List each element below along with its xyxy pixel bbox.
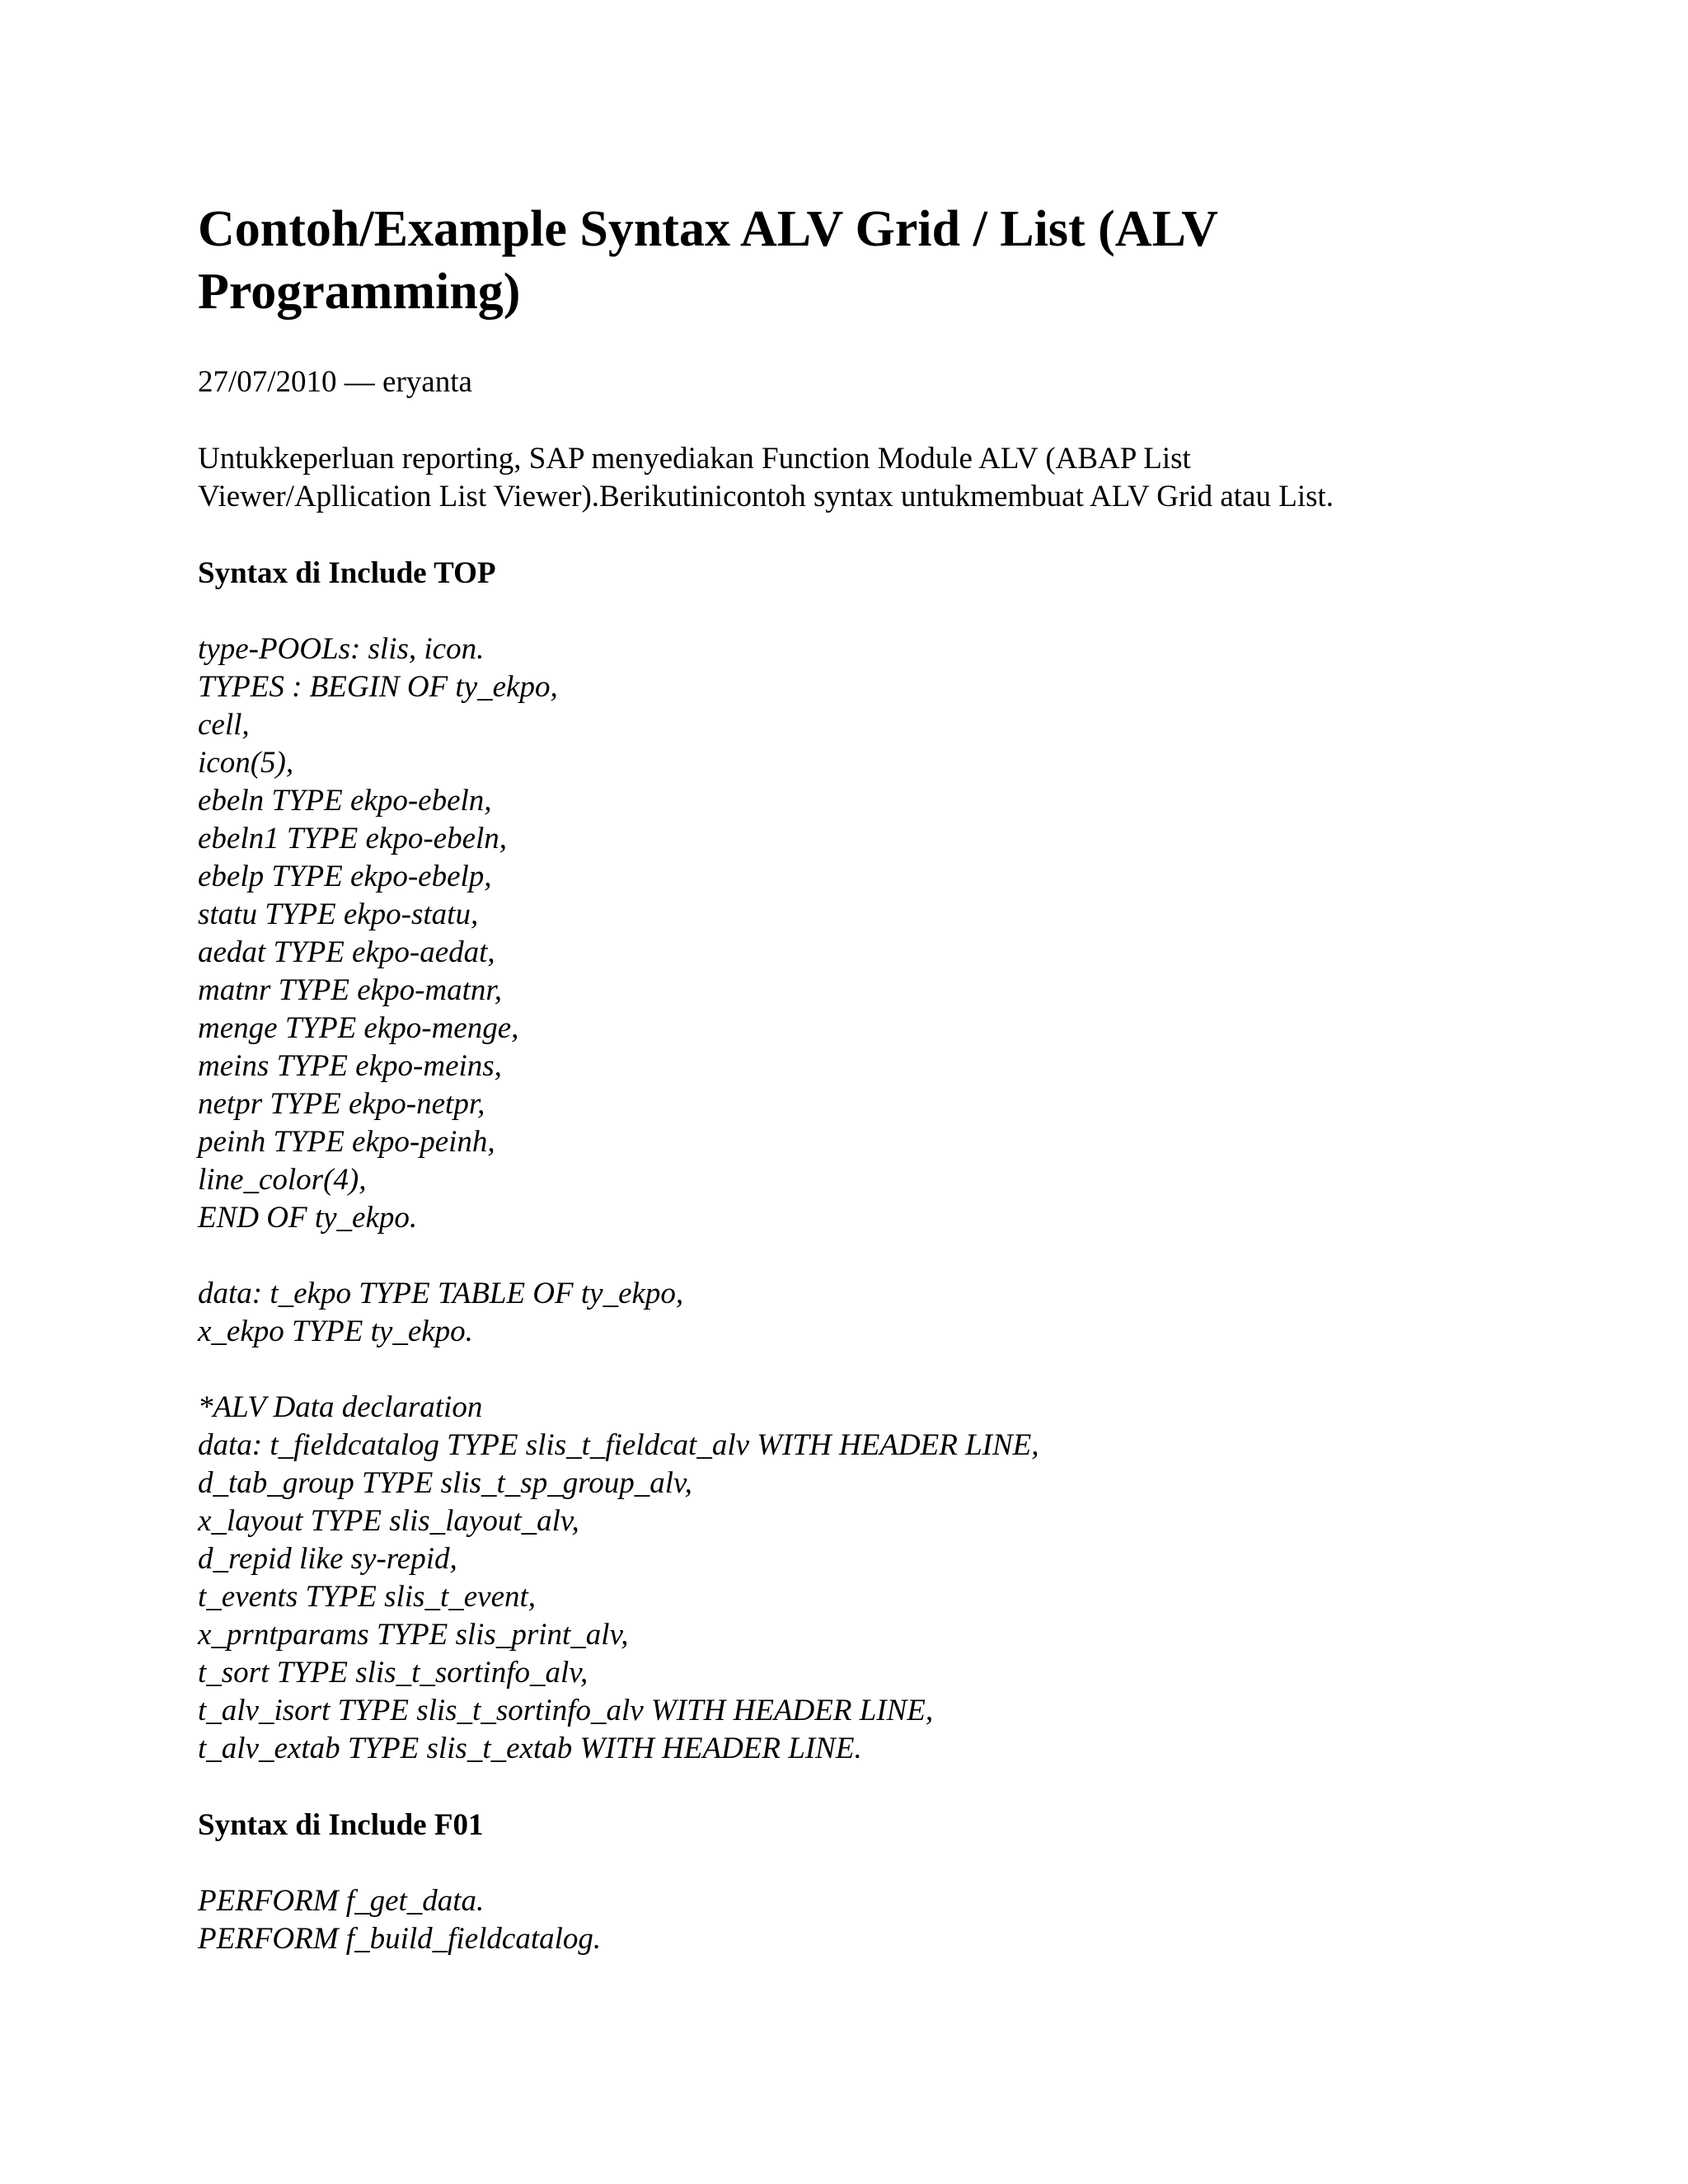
code-line: statu TYPE ekpo-statu, [198,898,479,931]
code-line: t_sort TYPE slis_t_sortinfo_alv, [198,1656,588,1690]
code-line: cell, [198,708,250,742]
code-line: type-POOLs: slis, icon. [198,632,485,666]
code-line: ebeln TYPE ekpo-ebeln, [198,784,492,818]
section-heading-top: Syntax di Include TOP [198,556,496,590]
code-line: d_tab_group TYPE slis_t_sp_group_alv, [198,1466,692,1500]
intro-line: Viewer/Apllication List Viewer).Berikutinicontoh syntax untukmembuat ALV Grid atau List. [198,480,1334,513]
code-line: meins TYPE ekpo-meins, [198,1049,502,1083]
code-line: ebeln1 TYPE ekpo-ebeln, [198,822,508,855]
code-line: x_prntparams TYPE slis_print_alv, [198,1618,629,1652]
code-line: x_ekpo TYPE ty_ekpo. [198,1315,473,1348]
code-line: TYPES : BEGIN OF ty_ekpo, [198,670,558,704]
post-meta: 27/07/2010 — eryanta [198,365,472,399]
code-line: icon(5), [198,746,294,780]
code-line: data: t_ekpo TYPE TABLE OF ty_ekpo, [198,1277,684,1310]
code-line: t_events TYPE slis_t_event, [198,1580,537,1614]
code-block-types [198,630,1484,1237]
intro-paragraph [198,440,1484,516]
code-line: menge TYPE ekpo-menge, [198,1011,519,1045]
code-line: aedat TYPE ekpo-aedat, [198,935,495,969]
page-title-line: Programming) [198,264,521,320]
code-line: PERFORM f_build_fieldcatalog. [198,1922,602,1956]
code-line: netpr TYPE ekpo-netpr, [198,1087,485,1121]
code-line: x_layout TYPE slis_layout_alv, [198,1504,579,1538]
page-title [198,198,1484,323]
code-line: peinh TYPE ekpo-peinh, [198,1125,495,1159]
code-line: t_alv_isort TYPE slis_t_sortinfo_alv WITH HEADER LINE, [198,1694,934,1727]
code-block-alv-declaration [198,1389,1484,1768]
code-line: *ALV Data declaration [198,1390,483,1424]
intro-line: Untukkeperluan reporting, SAP menyediakan Function Module ALV (ABAP List [198,442,1191,476]
code-line: data: t_fieldcatalog TYPE slis_t_fieldcat_alv WITH HEADER LINE, [198,1428,1039,1462]
code-line: matnr TYPE ekpo-matnr, [198,973,502,1007]
code-block-perform [198,1882,1484,1958]
code-line: line_color(4), [198,1163,367,1197]
page-title-line: Contoh/Example Syntax ALV Grid / List (ALV [198,201,1219,257]
document-page [198,198,1484,1958]
code-line: ebelp TYPE ekpo-ebelp, [198,860,492,893]
code-block-data [198,1275,1484,1351]
code-line: d_repid like sy-repid, [198,1542,457,1576]
section-heading-f01: Syntax di Include F01 [198,1808,484,1842]
code-line: PERFORM f_get_data. [198,1884,485,1918]
code-line: END OF ty_ekpo. [198,1201,418,1235]
code-line: t_alv_extab TYPE slis_t_extab WITH HEADER LINE. [198,1732,862,1765]
